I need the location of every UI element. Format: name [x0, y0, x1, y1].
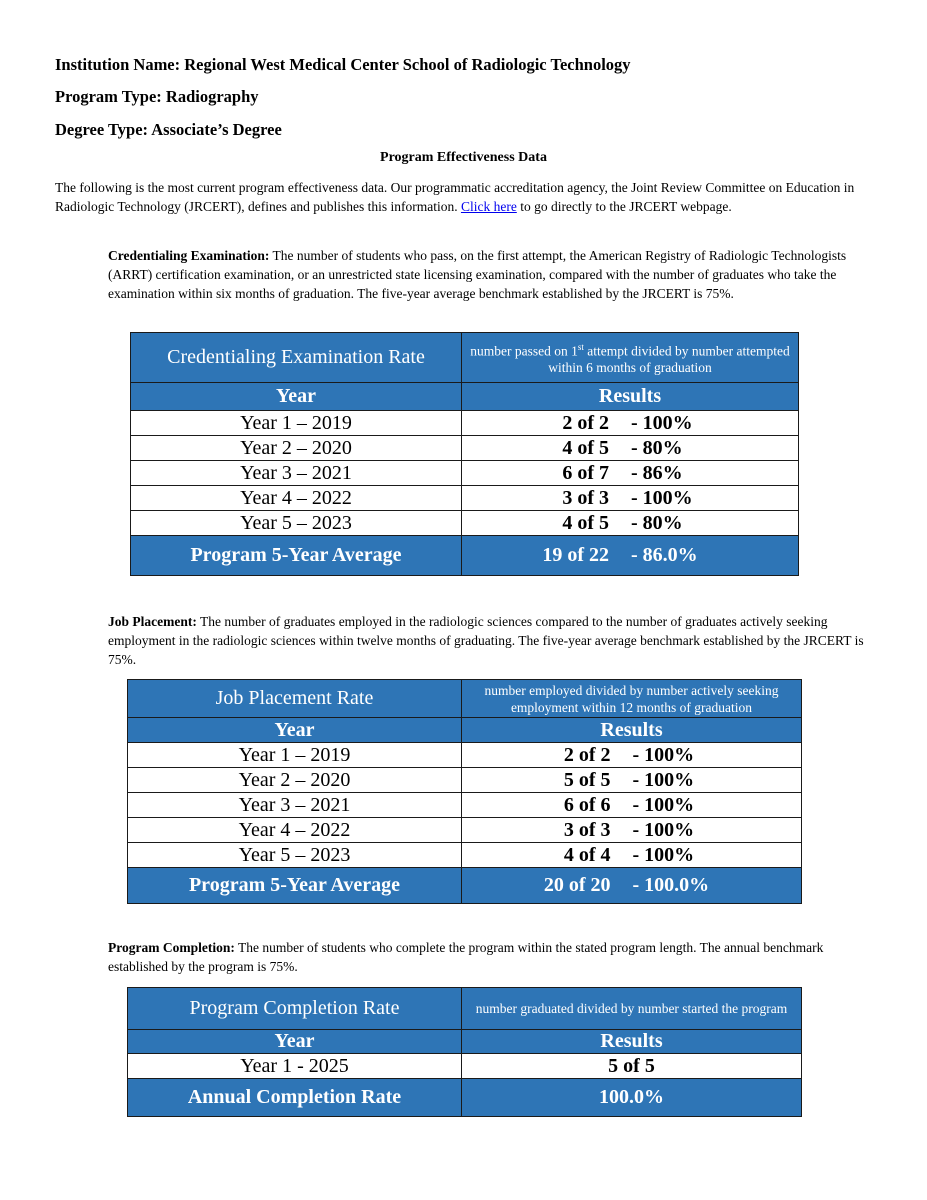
jrcert-link[interactable]: Click here — [460, 199, 517, 214]
year-cell: Year 2 – 2020 — [131, 436, 462, 461]
result-cell: 5 of 5 - 100% — [462, 768, 802, 793]
job-table-title: Job Placement Rate — [128, 680, 462, 718]
completion-description — [108, 938, 878, 976]
intro-paragraph — [55, 178, 875, 216]
result-cell: 3 of 3 - 100% — [462, 818, 802, 843]
average-row — [131, 536, 799, 576]
year-cell: Year 4 – 2022 — [128, 818, 462, 843]
average-result: 19 of 22 - 86.0% — [462, 536, 799, 576]
completion-desc: The number of students who complete the program within the stated program length. The annual benchmark established by the program is 75%. — [108, 940, 824, 974]
completion-table-note: number graduated divided by number started the program — [462, 988, 802, 1030]
result-cell: 2 of 2 - 100% — [462, 743, 802, 768]
credentialing-table-title: Credentialing Examination Rate — [131, 333, 462, 383]
table-row — [131, 436, 799, 461]
institution-value: Regional West Medical Center School of Radiologic Technology — [184, 55, 631, 74]
col-header-results: Results — [462, 718, 802, 743]
credentialing-description — [108, 246, 868, 303]
year-cell: Year 5 – 2023 — [128, 843, 462, 868]
table-row — [131, 461, 799, 486]
year-cell: Year 3 – 2021 — [131, 461, 462, 486]
result-cell: 4 of 4 - 100% — [462, 843, 802, 868]
table-row — [131, 511, 799, 536]
institution-name — [55, 55, 631, 75]
result-cell: 4 of 5 - 80% — [462, 436, 799, 461]
average-row — [128, 868, 802, 904]
result-cell: 3 of 3 - 100% — [462, 486, 799, 511]
result-cell: 6 of 6 - 100% — [462, 793, 802, 818]
completion-table-title: Program Completion Rate — [128, 988, 462, 1030]
job-placement-desc: The number of graduates employed in the radiologic sciences compared to the number of graduates actively seeking employment in the radiologic sciences within twelve months of graduating. The five-year average benchmark established by the JRCERT is 75%. — [108, 614, 864, 667]
job-placement-description — [108, 612, 878, 669]
degree-type: Degree Type: Associate’s Degree — [55, 120, 282, 139]
program-type: Program Type: Radiography — [55, 87, 259, 106]
col-header-year: Year — [128, 718, 462, 743]
table-row — [128, 743, 802, 768]
credentialing-desc: The number of students who pass, on the first attempt, the American Registry of Radiologic Technologists (ARRT) certification examination, or an unrestricted state licensing examination, compared with the number of graduates who take the examination within six months of graduation. The five-year average benchmark established by the JRCERT is 75%. — [108, 248, 847, 301]
result-cell: 4 of 5 - 80% — [462, 511, 799, 536]
result-cell: 6 of 7 - 86% — [462, 461, 799, 486]
average-row — [128, 1079, 802, 1117]
job-placement-table — [127, 679, 802, 904]
job-table-note: number employed divided by number actively seeking employment within 12 months of graduation — [462, 680, 802, 718]
year-cell: Year 1 - 2025 — [128, 1054, 462, 1079]
credentialing-lead: Credentialing Examination: — [108, 248, 270, 263]
intro-text-after: to go directly to the JRCERT webpage. — [516, 199, 732, 214]
year-cell: Year 5 – 2023 — [131, 511, 462, 536]
completion-lead: Program Completion: — [108, 940, 235, 955]
table-row — [128, 793, 802, 818]
year-cell: Year 3 – 2021 — [128, 793, 462, 818]
intro-text-before: The following is the most current program effectiveness data. Our programmatic accreditation agency, the Joint Review Committee on Education in Radiologic Technology (JRCERT), defines and publishes this information. — [55, 180, 855, 214]
completion-table — [127, 987, 802, 1117]
table-row — [131, 411, 799, 436]
table-row — [128, 768, 802, 793]
average-result: 20 of 20 - 100.0% — [462, 868, 802, 904]
year-cell: Year 1 – 2019 — [131, 411, 462, 436]
table-row — [131, 486, 799, 511]
average-label: Program 5-Year Average — [131, 536, 462, 576]
job-placement-lead: Job Placement: — [108, 614, 197, 629]
table-row — [128, 818, 802, 843]
institution-label: Institution Name: — [55, 55, 181, 74]
col-header-year: Year — [131, 383, 462, 411]
average-label: Annual Completion Rate — [128, 1079, 462, 1117]
year-cell: Year 2 – 2020 — [128, 768, 462, 793]
result-cell: 5 of 5 — [462, 1054, 802, 1079]
year-cell: Year 4 – 2022 — [131, 486, 462, 511]
table-row — [128, 843, 802, 868]
col-header-year: Year — [128, 1030, 462, 1054]
year-cell: Year 1 – 2019 — [128, 743, 462, 768]
table-row — [128, 1054, 802, 1079]
col-header-results: Results — [462, 1030, 802, 1054]
credentialing-table-note: number passed on 1st attempt divided by number attempted within 6 months of graduation — [462, 333, 799, 383]
average-label: Program 5-Year Average — [128, 868, 462, 904]
result-cell: 2 of 2 - 100% — [462, 411, 799, 436]
average-result: 100.0% — [462, 1079, 802, 1117]
section-title: Program Effectiveness Data — [380, 150, 547, 165]
col-header-results: Results — [462, 383, 799, 411]
credentialing-table — [130, 332, 799, 576]
